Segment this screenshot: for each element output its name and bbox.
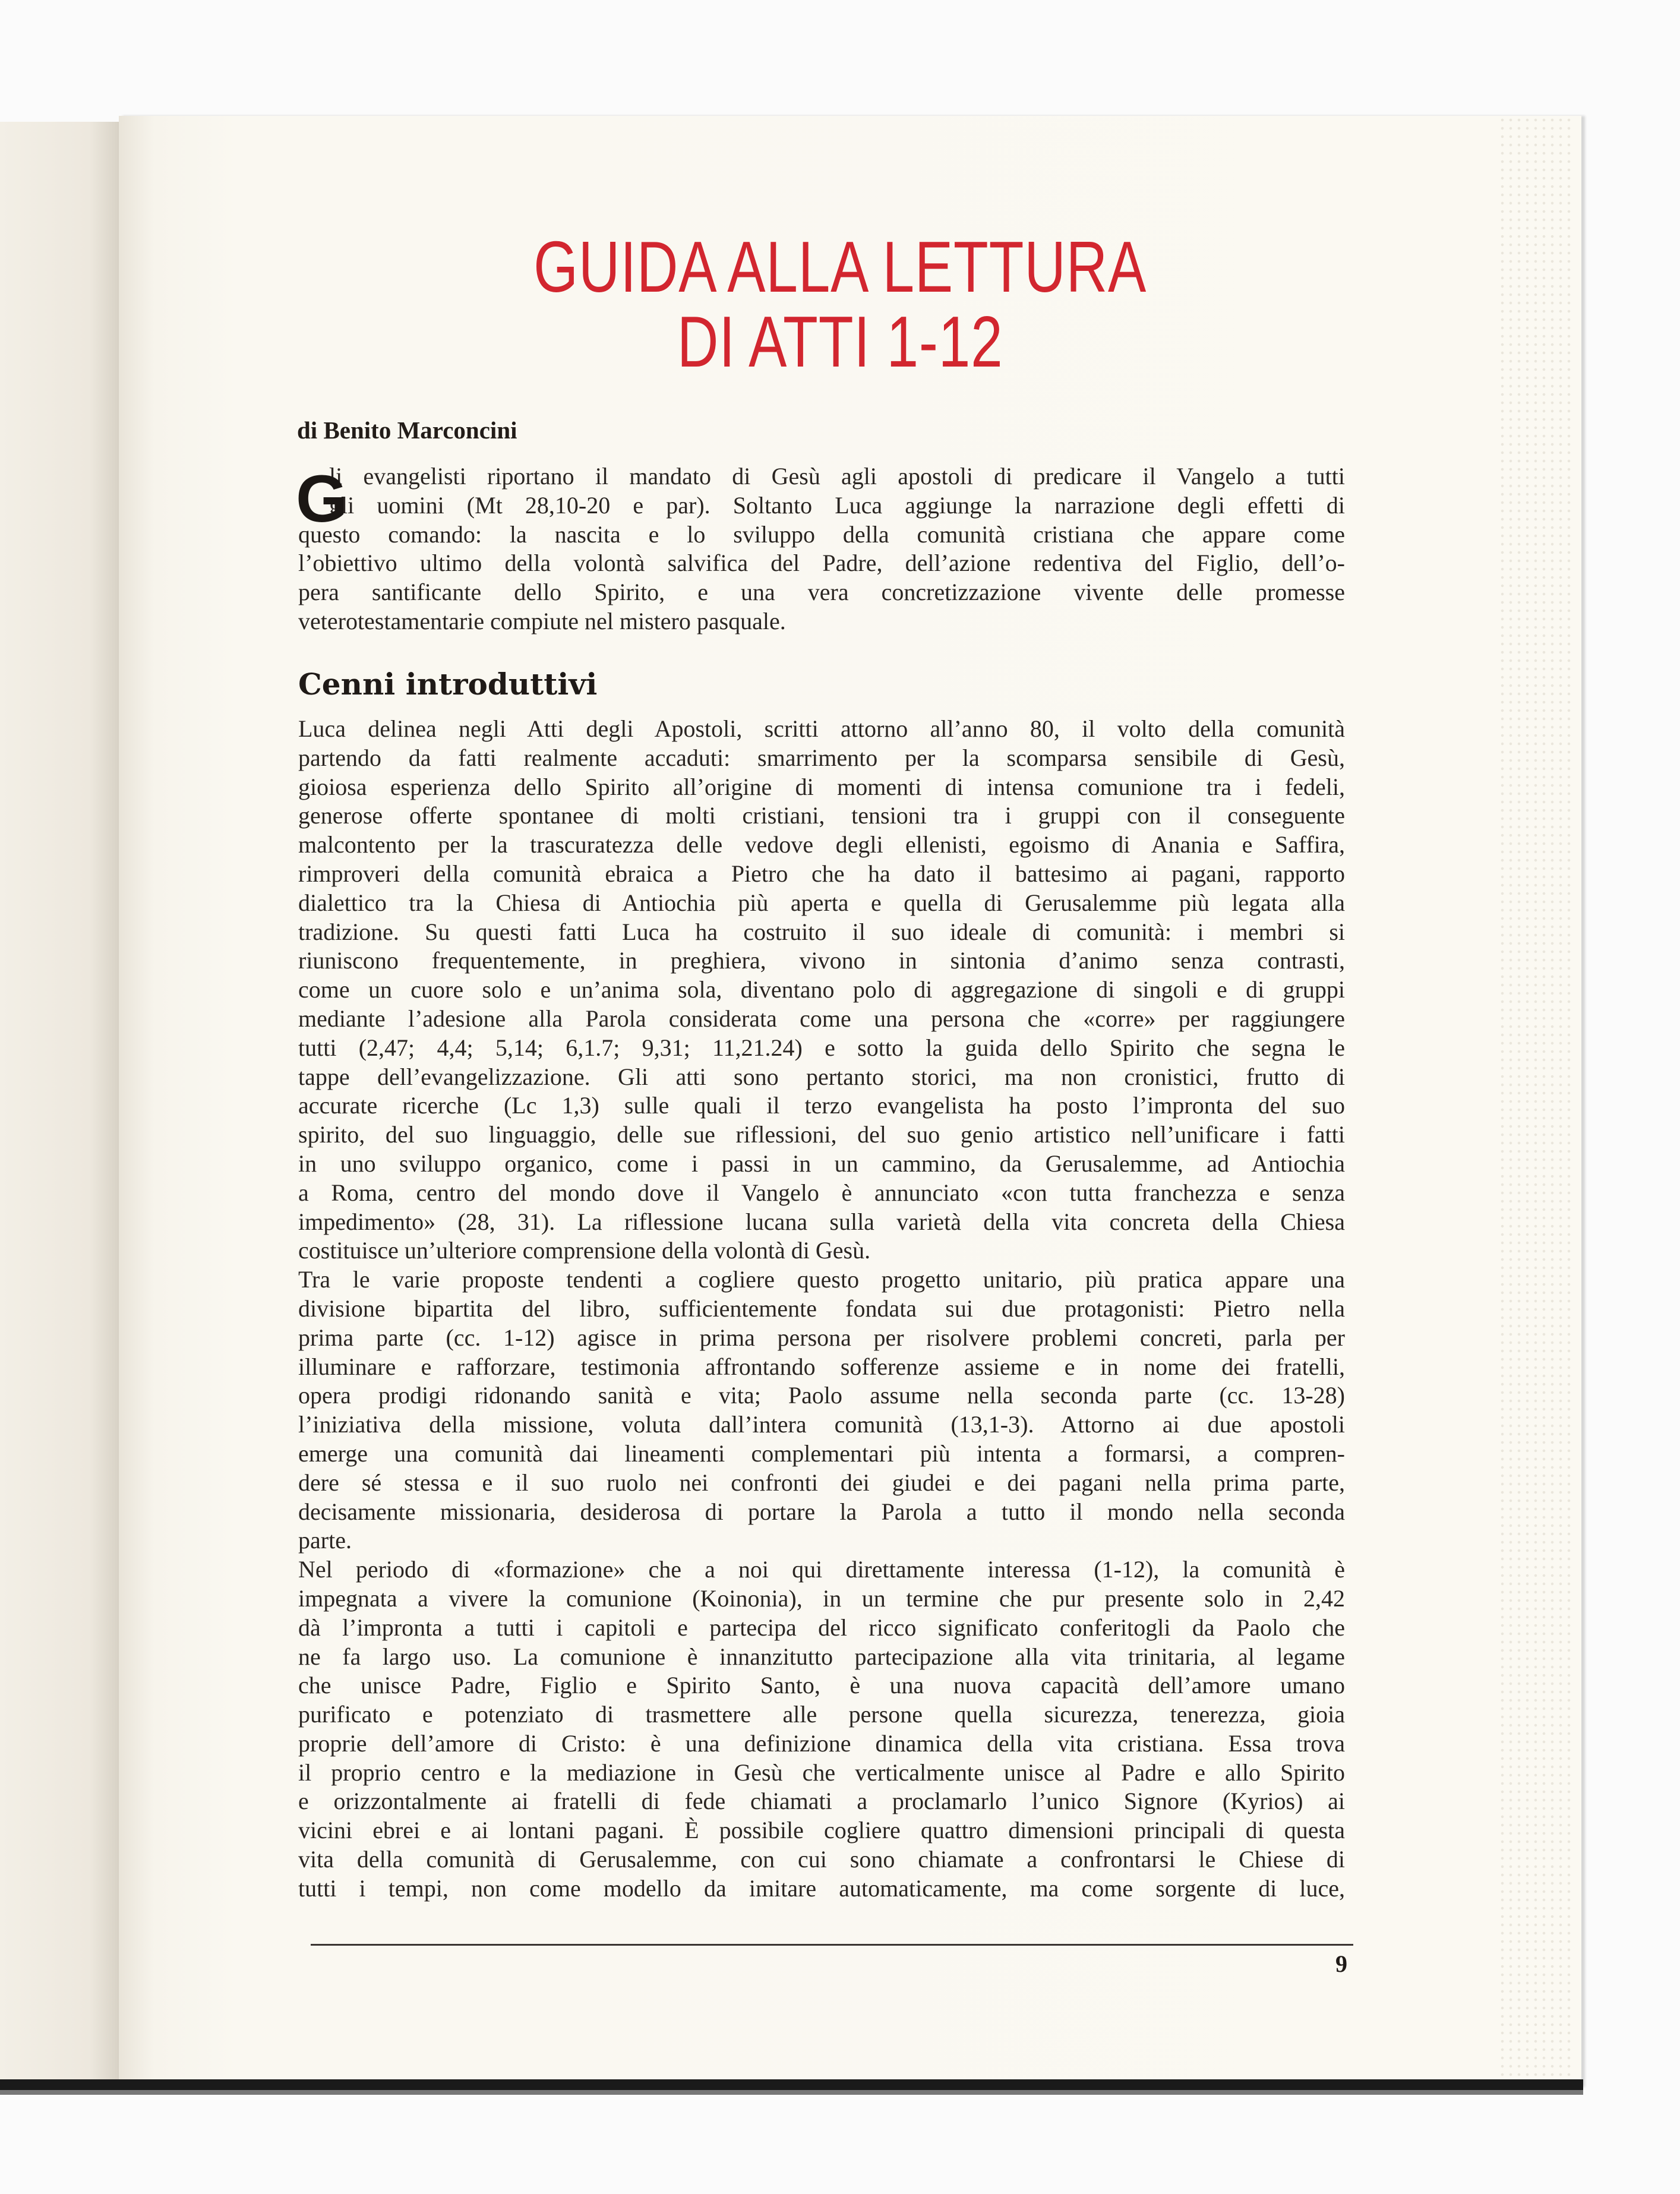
text-line: prima parte (cc. 1-12) agisce in prima persona per risolvere problemi concreti, parla per bbox=[298, 1324, 1345, 1351]
text-line: parte. bbox=[298, 1527, 352, 1554]
author-byline: di Benito Marconcini bbox=[297, 416, 517, 444]
title-text-2: DI ATTI 1-12 bbox=[677, 301, 1003, 382]
text-line: generose offerte spontanee di molti cristiani, tensioni tra i gruppi con il conseguente bbox=[298, 802, 1345, 829]
text-line: purificato e potenziato di trasmettere alle persone quella sicurezza, tenerezza, gioia bbox=[298, 1701, 1345, 1728]
text-line: impedimento» (28, 31). La riflessione lucana sulla varietà della vita concreta della Chiesa bbox=[298, 1208, 1345, 1235]
paragraph bbox=[298, 1555, 1345, 1903]
text-line: l’obiettivo ultimo della volontà salvifica del Padre, dell’azione redentiva del Figlio, dell’o- bbox=[298, 550, 1345, 577]
title-text-1: GUIDA ALLA LETTURA bbox=[533, 226, 1147, 307]
paragraph bbox=[298, 1265, 1345, 1555]
text-line: come un cuore solo e un’anima sola, diventano polo di aggregazione di singoli e di gruppi bbox=[298, 976, 1345, 1003]
text-line: costituisce un’ulteriore comprensione della volontà di Gesù. bbox=[298, 1237, 871, 1264]
page-bottom-shadow-lower bbox=[0, 2090, 1583, 2095]
text-line: li evangelisti riportano il mandato di Gesù agli apostoli di predicare il Vangelo a tutti bbox=[329, 463, 1345, 490]
text-line: opera prodigi ridonando sanità e vita; Paolo assume nella seconda parte (cc. 13-28) bbox=[298, 1382, 1345, 1409]
text-line: dere sé stessa e il suo ruolo nei confronti dei giudei e dei pagani nella prima parte, bbox=[298, 1469, 1345, 1496]
intro-paragraph bbox=[298, 462, 1345, 636]
text-line: l’iniziativa della missione, voluta dall’intera comunità (13,1-3). Attorno ai due apostoli bbox=[298, 1411, 1345, 1438]
text-line: divisione bipartita del libro, sufficientemente fondata sui due protagonisti: Pietro nella bbox=[298, 1295, 1345, 1322]
text-line: dà l’impronta a tutti i capitoli e partecipa del ricco significato conferitogli da Paolo che bbox=[298, 1614, 1345, 1641]
text-line: questo comando: la nascita e lo sviluppo della comunità cristiana che appare come bbox=[298, 520, 1345, 548]
paper-texture-margin bbox=[1498, 116, 1575, 2087]
text-line: malcontento per la trascuratezza delle vedove degli ellenisti, egoismo di Anania e Saffira, bbox=[298, 831, 1345, 858]
facing-page-edge bbox=[0, 122, 128, 2088]
text-line: partendo da fatti realmente accaduti: smarrimento per la scomparsa sensibile di Gesù, bbox=[298, 744, 1345, 771]
text-line: tutti i tempi, non come modello da imitare automaticamente, ma come sorgente di luce, bbox=[298, 1874, 1345, 1902]
paragraph bbox=[298, 715, 1345, 1265]
text-line: proprie dell’amore di Cristo: è una definizione dinamica della vita cristiana. Essa trova bbox=[298, 1729, 1345, 1757]
page-bottom-shadow bbox=[0, 2079, 1583, 2090]
text-line: tutti (2,47; 4,4; 5,14; 6,1.7; 9,31; 11,21.24) e sotto la guida dello Spirito che segna le bbox=[298, 1034, 1345, 1061]
text-line: vicini ebrei e ai lontani pagani. È possibile cogliere quattro dimensioni principali di questa bbox=[298, 1817, 1345, 1844]
text-line: accurate ricerche (Lc 1,3) sulle quali il terzo evangelista ha posto l’impronta del suo bbox=[298, 1092, 1345, 1119]
text-line: dialettico tra la Chiesa di Antiochia più aperta e quella di Gerusalemme più legata alla bbox=[298, 889, 1345, 916]
text-line: ne fa largo uso. La comunione è innanzitutto partecipazione alla vita trinitaria, al legame bbox=[298, 1643, 1345, 1670]
text-line: decisamente missionaria, desiderosa di portare la Parola a tutto il mondo nella seconda bbox=[298, 1498, 1345, 1525]
text-line: spirito, del suo linguaggio, delle sue riflessioni, del suo genio artistico nell’unificare i fatti bbox=[298, 1121, 1345, 1148]
text-line: gli uomini (Mt 28,10-20 e par). Soltanto Luca aggiunge la narrazione degli effetti di bbox=[329, 491, 1345, 519]
text-line: il proprio centro e la mediazione in Gesù che verticalmente unisce al Padre e allo Spirito bbox=[298, 1759, 1345, 1786]
article-title-line-1 bbox=[0, 226, 1680, 307]
text-line: a Roma, centro del mondo dove il Vangelo è annunciato «con tutta franchezza e senza bbox=[298, 1179, 1345, 1206]
section-heading: Cenni introduttivi bbox=[298, 667, 598, 702]
text-line: emerge una comunità dai lineamenti complementari più intenta a formarsi, a compren- bbox=[298, 1439, 1345, 1467]
text-line: tradizione. Su questi fatti Luca ha costruito il suo ideale di comunità: i membri si bbox=[298, 918, 1345, 945]
text-line: mediante l’adesione alla Parola considerata come una persona che «corre» per raggiungere bbox=[298, 1005, 1345, 1032]
text-line: vita della comunità di Gerusalemme, con cui sono chiamate a confrontarsi le Chiese di bbox=[298, 1846, 1345, 1873]
article-title-line-2 bbox=[0, 301, 1680, 382]
text-line: Nel periodo di «formazione» che a noi qui direttamente interessa (1-12), la comunità è bbox=[298, 1556, 1345, 1583]
article-body bbox=[298, 715, 1345, 1903]
drop-cap: G bbox=[296, 462, 348, 536]
text-line: riuniscono frequentemente, in preghiera, vivono in sintonia d’animo senza contrasti, bbox=[298, 947, 1345, 974]
text-line: tappe dell’evangelizzazione. Gli atti sono pertanto storici, ma non cronistici, frutto di bbox=[298, 1063, 1345, 1090]
text-line: in uno sviluppo organico, come i passi in un cammino, da Gerusalemme, ad Antiochia bbox=[298, 1150, 1345, 1177]
text-line: Tra le varie proposte tendenti a cogliere questo progetto unitario, più pratica appare una bbox=[298, 1266, 1345, 1293]
text-line: illuminare e rafforzare, testimonia affrontando sofferenze assieme e in nome dei fratelli, bbox=[298, 1353, 1345, 1380]
text-line: rimproveri della comunità ebraica a Pietro che ha dato il battesimo ai pagani, rapporto bbox=[298, 860, 1345, 887]
footer-rule bbox=[311, 1944, 1353, 1946]
text-line: gioiosa esperienza dello Spirito all’origine di momenti di intensa comunione tra i fedeli, bbox=[298, 773, 1345, 800]
text-line: veterotestamentarie compiute nel mistero pasquale. bbox=[298, 607, 786, 634]
text-line: pera santificante dello Spirito, e una vera concretizzazione vivente delle promesse bbox=[298, 579, 1345, 606]
text-line: che unisce Padre, Figlio e Spirito Santo, è una nuova capacità dell’amore umano bbox=[298, 1672, 1345, 1699]
text-line: Luca delinea negli Atti degli Apostoli, scritti attorno all’anno 80, il volto della comunità bbox=[298, 715, 1345, 742]
text-line: impegnata a vivere la comunione (Koinonia), in un termine che pur presente solo in 2,42 bbox=[298, 1584, 1345, 1612]
text-line: e orizzontalmente ai fratelli di fede chiamati a proclamarlo l’unico Signore (Kyrios) ai bbox=[298, 1788, 1345, 1815]
page-number: 9 bbox=[1335, 1950, 1347, 1977]
